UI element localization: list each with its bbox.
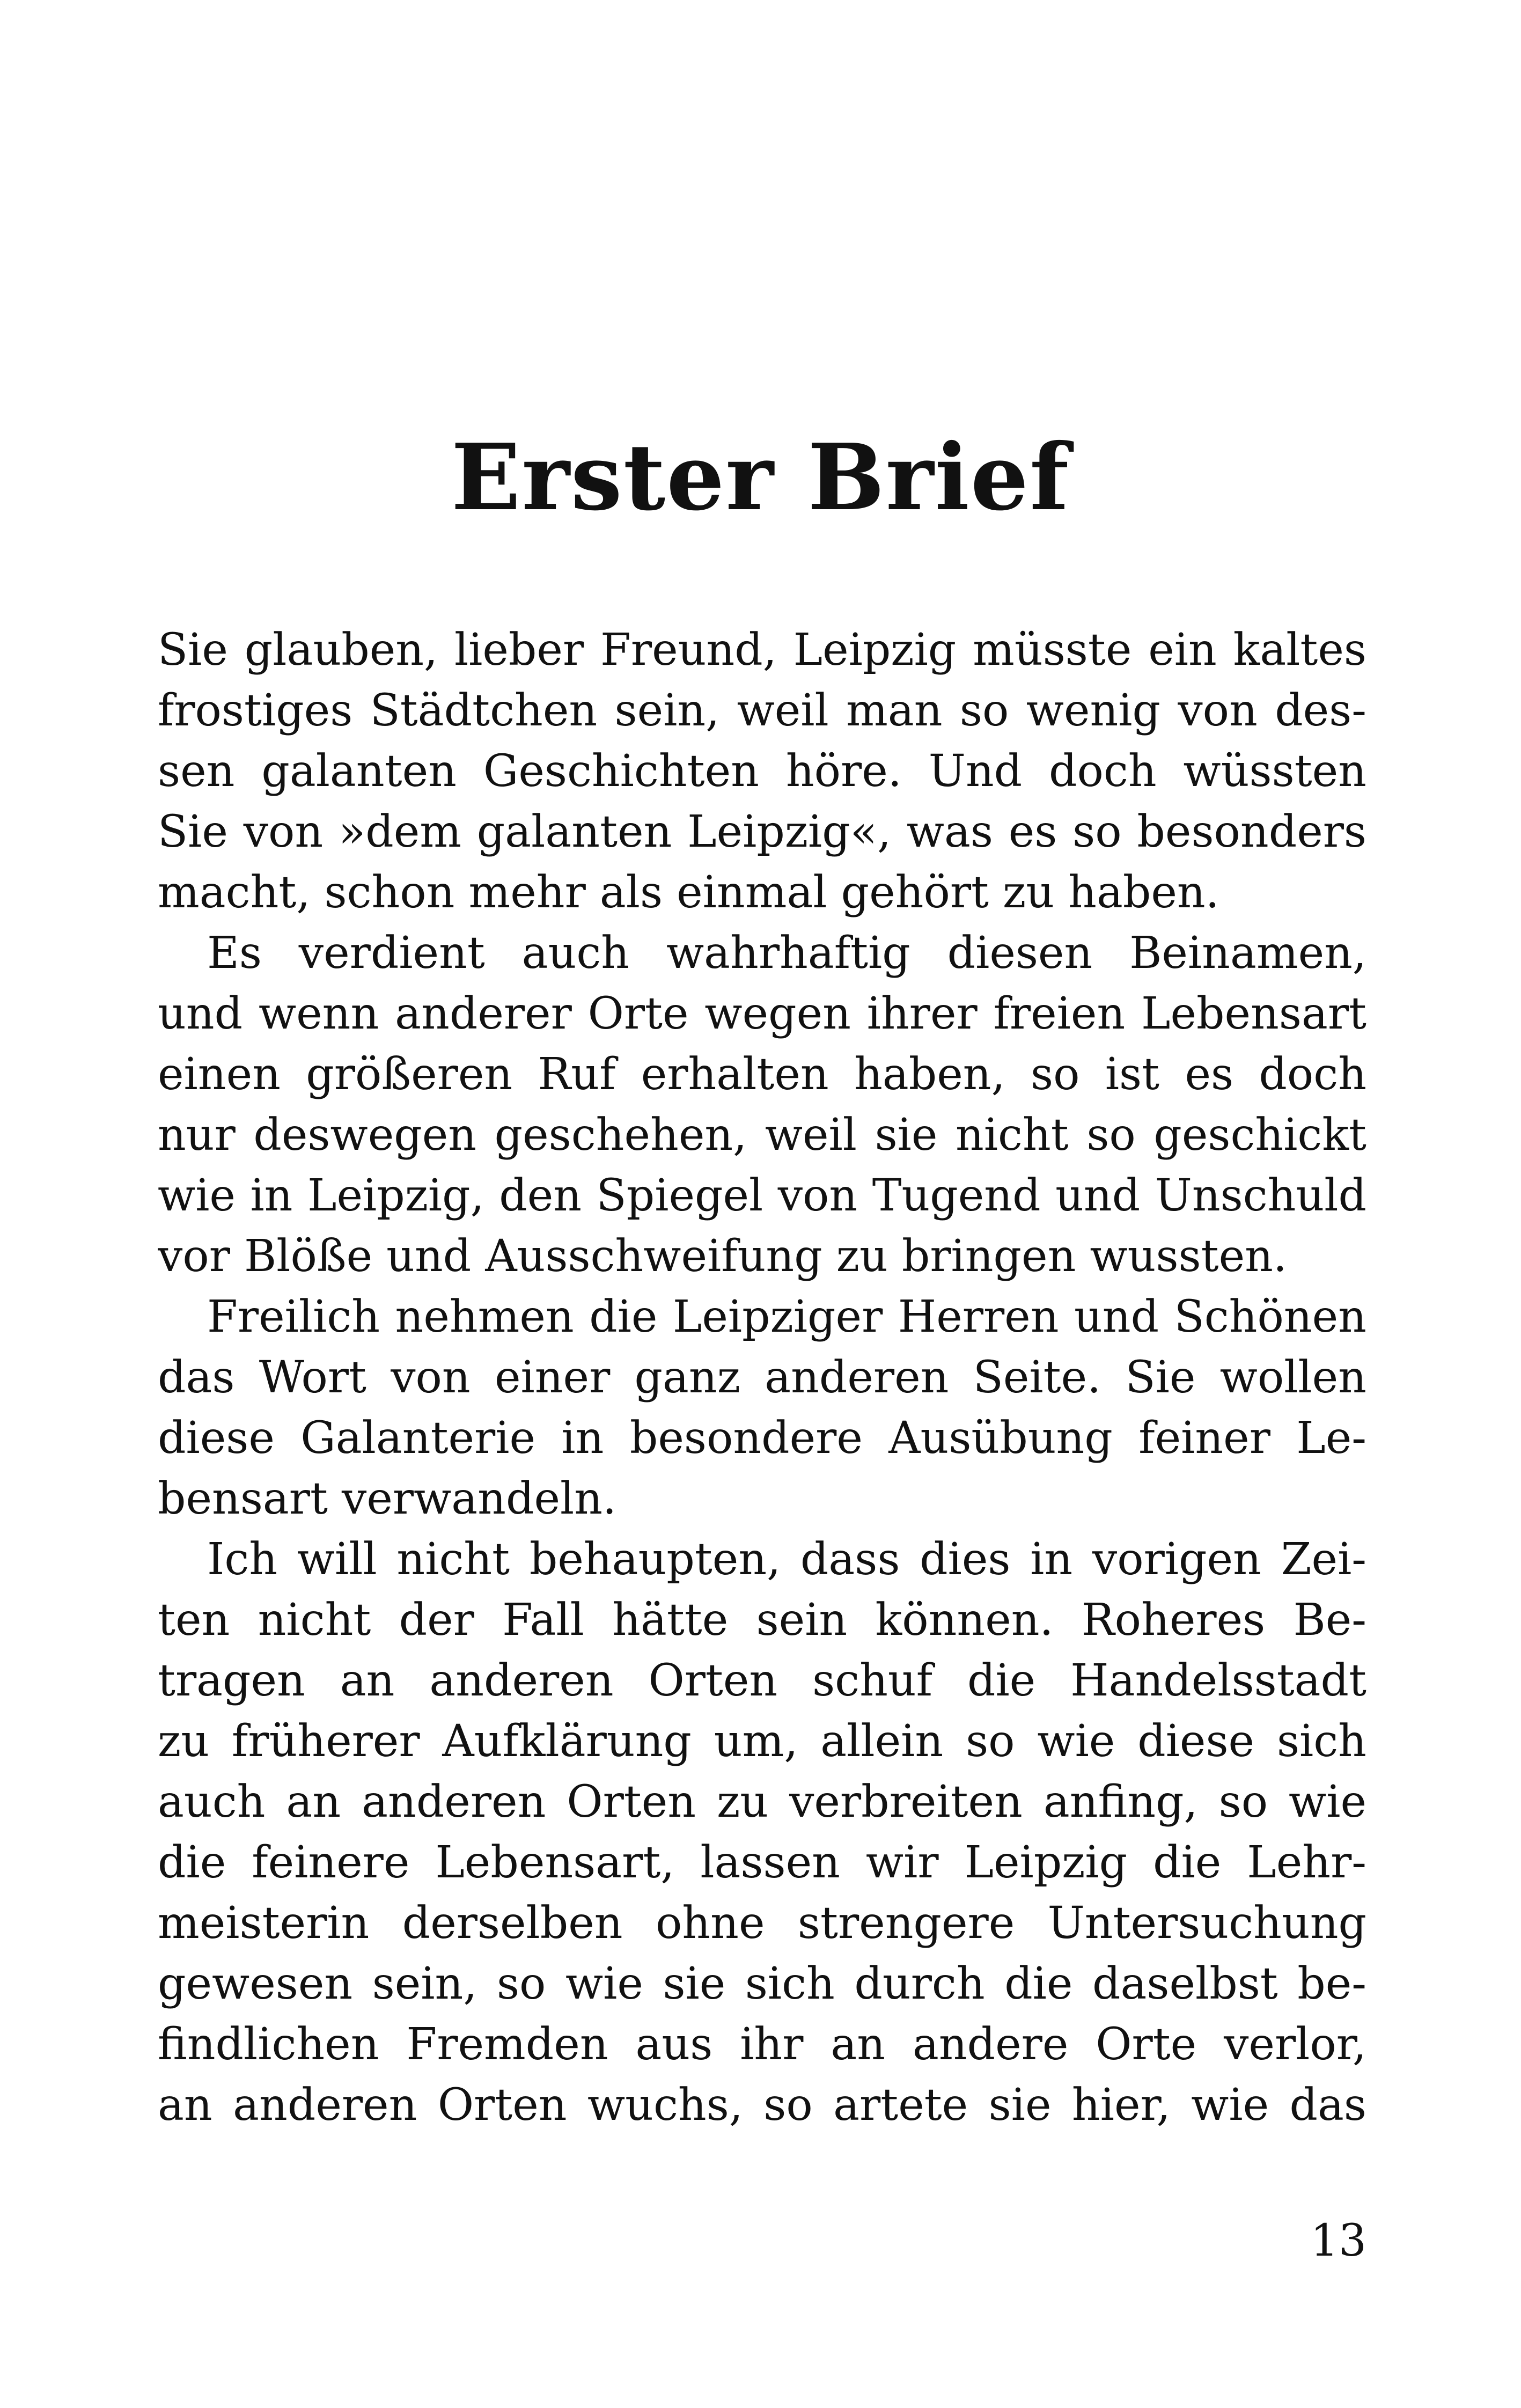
text-line: nur deswegen geschehen, weil sie nicht so geschickt (158, 1110, 1366, 1161)
text-line: wie in Leipzig, den Spiegel von Tugend und Unschuld (158, 1170, 1366, 1221)
text-line: findlichen Fremden aus ihr an andere Orte verlor, (158, 2019, 1366, 2070)
text-line: das Wort von einer ganz anderen Seite. Sie wollen (158, 1352, 1366, 1403)
page-number: 13 (1310, 2215, 1366, 2266)
text-line: Es verdient auch wahrhaftig diesen Beinamen, (207, 928, 1366, 979)
text-line: die feinere Lebensart, lassen wir Leipzig die Lehr- (158, 1837, 1366, 1888)
text-line: zu früherer Aufklärung um, allein so wie diese sich (158, 1716, 1366, 1767)
body-text (158, 620, 1366, 2135)
text-line: an anderen Orten wuchs, so artete sie hier, wie das (158, 2080, 1366, 2131)
text-line: gewesen sein, so wie sie sich durch die daselbst be- (158, 1958, 1366, 2009)
text-line: und wenn anderer Orte wegen ihrer freien Lebensart (158, 988, 1366, 1039)
text-line: bensart verwandeln. (158, 1473, 617, 1524)
text-line: sen galanten Geschichten höre. Und doch wüssten (158, 746, 1366, 797)
text-line: vor Blöße und Ausschweifung zu bringen wussten. (158, 1231, 1287, 1282)
text-line: einen größeren Ruf erhalten haben, so ist es doch (158, 1049, 1366, 1100)
text-line: frostiges Städtchen sein, weil man so wenig von des- (158, 685, 1366, 736)
chapter-title: Erster Brief (451, 424, 1070, 531)
text-line: Sie von »dem galanten Leipzig«, was es so besonders (158, 806, 1366, 857)
text-line: Sie glauben, lieber Freund, Leipzig müsste ein kaltes (158, 625, 1366, 676)
text-line: Freilich nehmen die Leipziger Herren und Schönen (207, 1291, 1366, 1342)
text-line: Ich will nicht behaupten, dass dies in vorigen Zei- (207, 1534, 1366, 1585)
text-line: tragen an anderen Orten schuf die Handelsstadt (158, 1655, 1366, 1706)
text-line: ten nicht der Fall hätte sein können. Roheres Be- (158, 1595, 1366, 1646)
text-line: diese Galanterie in besondere Ausübung feiner Le- (158, 1413, 1366, 1464)
text-line: auch an anderen Orten zu verbreiten anfing, so wie (158, 1776, 1366, 1827)
text-line: meisterin derselben ohne strengere Untersuchung (158, 1898, 1366, 1949)
text-line: macht, schon mehr als einmal gehört zu haben. (158, 867, 1219, 918)
